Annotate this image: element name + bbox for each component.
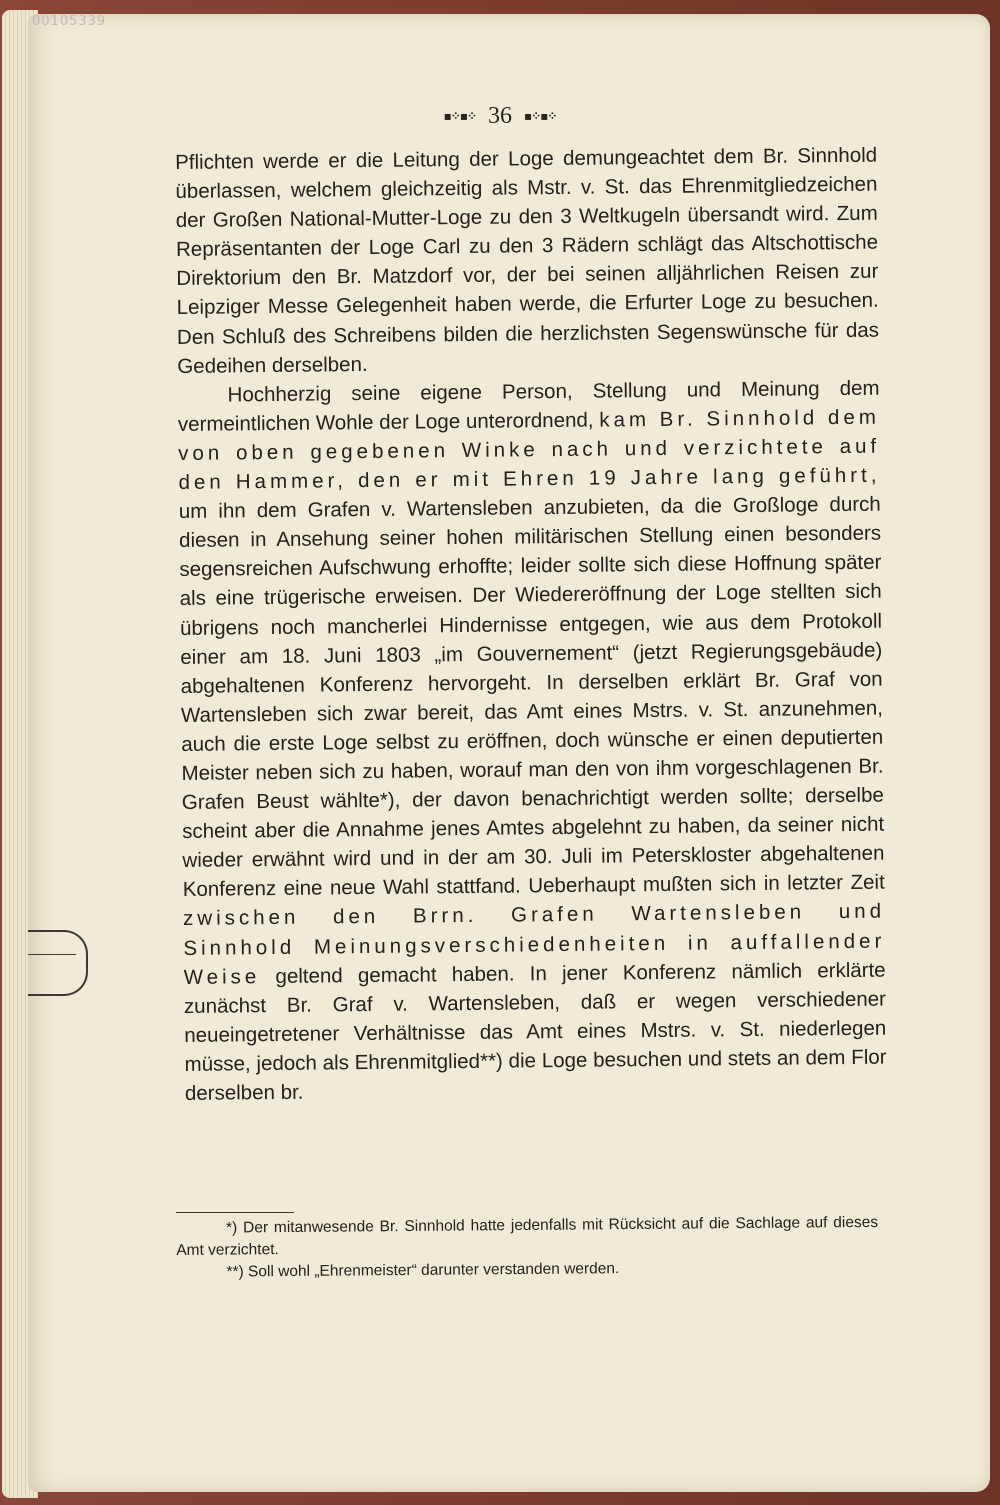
bookmark-ribbon bbox=[28, 930, 88, 996]
page-number: 36 bbox=[488, 102, 512, 129]
footnote-2: **) Soll wohl „Ehrenmeister“ darunter verstanden werden. bbox=[226, 1260, 620, 1281]
body-text bbox=[175, 141, 887, 1108]
page-header bbox=[300, 100, 700, 132]
scan-reference-number: 00105339 bbox=[32, 14, 107, 29]
paragraph-2-part-1: Hochherzig seine eigene Person, Stellung und Meinung dem vermeintlichen Wohle der Loge unterordnend, bbox=[177, 376, 880, 436]
footnotes bbox=[176, 1212, 879, 1284]
paragraph-2-spaced-1: kam Br. Sinnhold dem von oben gegebenen Winke nach und verzichtete auf den Hammer, den er mit Ehren 19 Jahre lang geführt, bbox=[178, 405, 881, 495]
paragraph-2-part-2: um ihn dem Grafen v. Wartensleben anzubieten, da die Großloge durch diesen in Ansehung seiner hohen militärischen Stellung einen besonders segensreichen Aufschwung erhoffte; leider sollte sich diese Hoffnung später als eine trügerische erweisen. Der Wiedereröffnung der Loge stellten sich übrigens noch mancherlei Hindernisse entgegen, wie aus dem Protokoll einer am 18. Juni 1803 „im Gouvernement“ (jetzt Regierungsgebäude) abgehaltenen Konferenz hervorgeht. In derselben erklärt Br. Graf von Wartensleben sich zwar bereit, das Amt eines Mstrs. v. St. anzunehmen, auch die erste Loge selbst zu eröffnen, doch wünsche er einen deputierten Meister neben sich zu haben, worauf man den von ihm vorgeschlagenen Br. Grafen Beust wählte*), der davon benachrichtigt werden sollte; derselbe scheint aber die Annahme jenes Amtes abgelehnt zu haben, da seiner nicht wieder erwähnt wird und in der am 30. Juli im Peterskloster abgehaltenen Konferenz eine neue Wahl stattfand. Ueberhaupt mußten sich in letzter Zeit bbox=[178, 492, 885, 902]
paragraph-1: Pflichten werde er die Leitung der Loge demungeachtet dem Br. Sinnhold überlassen, welchem gleichzeitig als Mstr. v. St. das Ehrenmitgliedzeichen der Großen National-Mutter-Loge zu den 3 Weltkugeln übersandt wird. Zum Repräsentanten der Loge Carl zu den 3 Rädern schlägt das Altschottische Direktorium den Br. Matzdorf vor, der bei seinen alljährlichen Reisen zur Leipziger Messe Gelegenheit haben werde, die Erfurter Loge zu besuchen. Den Schluß des Schreibens bilden die herzlichsten Segenswünsche für das Gedeihen derselben. bbox=[175, 143, 880, 378]
right-ornament: ▪⁘▪⁘ bbox=[524, 109, 557, 123]
footnote-1: *) Der mitanwesende Br. Sinnhold hatte jedenfalls mit Rücksicht auf die Sachlage auf dieses Amt verzichtet. bbox=[176, 1213, 879, 1259]
paragraph-2-part-3: geltend gemacht haben. In jener Konferenz nämlich erklärte zunächst Br. Graf v. Wartensleben, daß er wegen verschiedener neueingetretener Verhältnisse das Amt eines Mstrs. v. St. niederlegen müsse, jedoch als Ehrenmitglied**) die Loge besuchen und stets an dem Flor derselben br. bbox=[183, 958, 887, 1105]
footnote-divider bbox=[176, 1212, 294, 1213]
paragraph-2-spaced-2: zwischen den Brrn. Grafen Wartensleben und Sinnhold Meinungsverschiedenheiten in auffallender Weise bbox=[182, 900, 886, 989]
paragraph-2 bbox=[177, 373, 887, 1108]
left-ornament: ▪⁘▪⁘ bbox=[443, 109, 476, 123]
bookmark-line bbox=[28, 954, 76, 955]
